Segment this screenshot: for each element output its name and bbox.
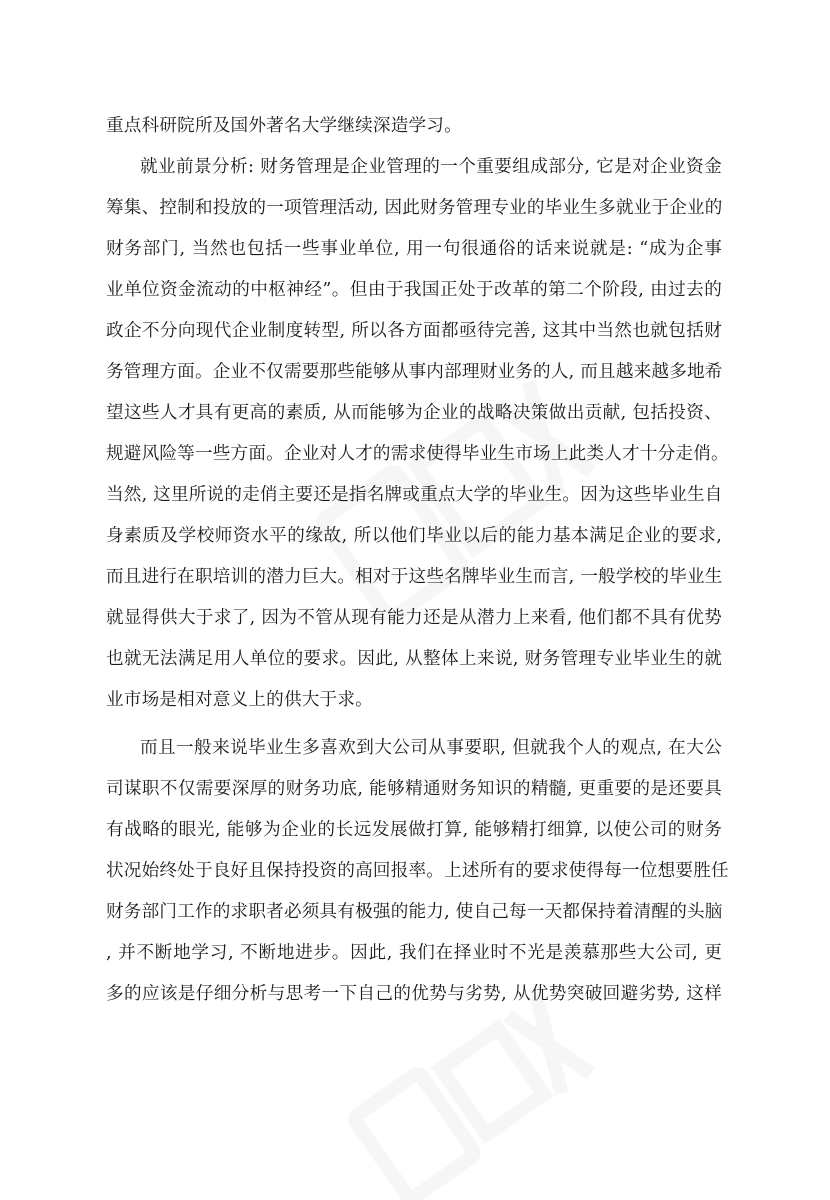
paragraph-2-line-11: 而且进行在职培训的潜力巨大。相对于这些名牌毕业生而言, 一般学校的毕业生	[106, 567, 723, 587]
paragraph-2-line-3: 财务部门, 当然也包括一些事业单位, 用一句很通俗的话来说就是: “成为企事	[106, 239, 722, 259]
paragraph-2-line-6: 务管理方面。企业不仅需要那些能够从事内部理财业务的人, 而且越来越多地希	[106, 362, 723, 382]
paragraph-2-line-1: 就业前景分析: 财务管理是企业管理的一个重要组成部分, 它是对企业资金	[140, 157, 722, 177]
paragraph-2-line-10: 身素质及学校师资水平的缘故, 所以他们毕业以后的能力基本满足企业的要求,	[106, 526, 722, 546]
paragraph-2-line-12: 就显得供大于求了, 因为不管从现有能力还是从潜力上来看, 他们都不具有优势	[106, 608, 722, 628]
paragraph-3-line-3: 有战略的眼光, 能够为企业的长远发展做打算, 能够精打细算, 以使公司的财务	[106, 820, 722, 840]
paragraph-3-line-5: 财务部门工作的求职者必须具有极强的能力, 使自己每一天都保持着清醒的头脑	[106, 902, 723, 922]
paragraph-2-line-2: 筹集、控制和投放的一项管理活动, 因此财务管理专业的毕业生多就业于企业的	[106, 198, 723, 218]
paragraph-2-line-13: 也就无法满足用人单位的要求。因此, 从整体上来说, 财务管理专业毕业生的就	[106, 649, 722, 669]
paragraph-3-line-6: , 并不断地学习, 不断地进步。因此, 我们在择业时不光是羡慕那些大公司, 更	[106, 943, 722, 963]
paragraph-3-line-4: 状况始终处于良好且保持投资的高回报率。上述所有的要求使得每一位想要胜任	[106, 861, 729, 881]
paragraph-3-line-2: 司谋职不仅需要深厚的财务功底, 能够精通财务知识的精髓, 更重要的是还要具	[106, 779, 722, 799]
paragraph-1-line-1: 重点科研院所及国外著名大学继续深造学习。	[106, 116, 462, 136]
watermark-logo-icon	[330, 980, 630, 1200]
paragraph-3-line-1: 而且一般来说毕业生多喜欢到大公司从事要职, 但就我个人的观点, 在大公	[140, 738, 722, 758]
paragraph-2-line-5: 政企不分向现代企业制度转型, 所以各方面都亟待完善, 这其中当然也就包括财	[106, 321, 722, 341]
paragraph-2-line-14: 业市场是相对意义上的供大于求。	[106, 690, 373, 710]
paragraph-2-line-8: 规避风险等一些方面。企业对人才的需求使得毕业生市场上此类人才十分走俏。	[106, 444, 729, 464]
paragraph-2-line-9: 当然, 这里所说的走俏主要还是指名牌或重点大学的毕业生。因为这些毕业生自	[106, 485, 723, 505]
paragraph-3-line-7: 多的应该是仔细分析与思考一下自己的优势与劣势, 从优势突破回避劣势, 这样	[106, 984, 722, 1004]
paragraph-2-line-7: 望这些人才具有更高的素质, 从而能够为企业的战略决策做出贡献, 包括投资、	[106, 403, 722, 423]
paragraph-2-line-4: 业单位资金流动的中枢神经”。但由于我国正处于改革的第二个阶段, 由过去的	[106, 280, 722, 300]
